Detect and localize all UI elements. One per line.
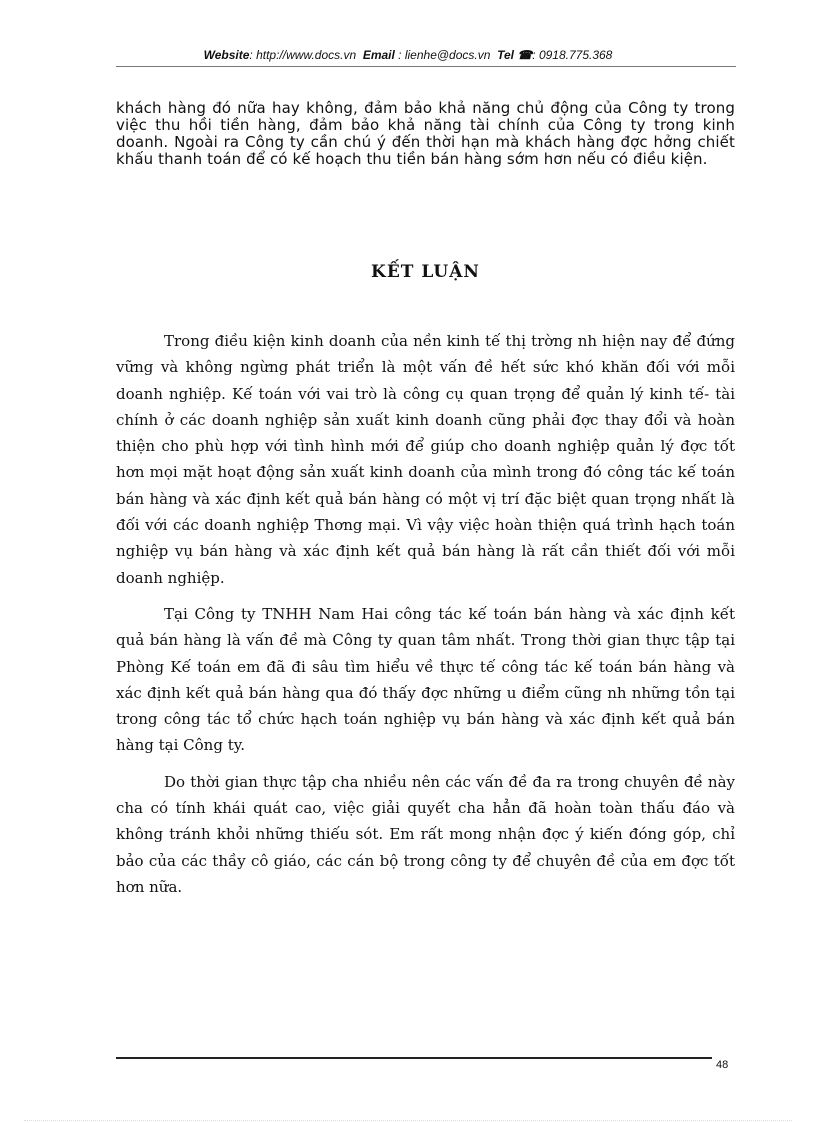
email-address[interactable]: lienhe@docs.vn [404,48,491,62]
bottom-dotted-line [24,1120,792,1121]
page-content [116,99,735,896]
website-separator: : [249,48,257,62]
conclusion-paragraph-1: Trong điều kiện kinh doanh của nền kinh tế thị trờng nh hiện nay để đứng vững và không ngừng phát triển là một vấn đề hết sức khó khăn đối với mỗi doanh nghiệp. Kế toán với vai trò là công cụ quan trọng để quản lý kinh tế- tài chính ở các doanh nghiệp sản xuất kinh doanh cũng phải đợc thay đổi và hoàn thiện cho phù hợp với tình hình mới để giúp cho doanh nghiệp quản lý đợc tốt hơn mọi mặt hoạt động sản xuất kinh doanh của mình trong đó công tác kế toán bán hàng và xác định kết quả bán hàng có một vị trí đặc biệt quan trọng nhất là đối với các doanh nghiệp Thơng mại. Vì vậy việc hoàn thiện quá trình hạch toán nghiệp vụ bán hàng và xác định kết quả bán hàng là rất cần thiết đối với mỗi doanh nghiệp. [116,332,735,587]
page-header [0,48,816,62]
conclusion-body [116,328,735,910]
conclusion-paragraph-2: Tại Công ty TNHH Nam Hai công tác kế toán bán hàng và xác định kết quả bán hàng là vấn đề mà Công ty quan tâm nhất. Trong thời gian thực tập tại Phòng Kế toán em đã đi sâu tìm hiểu về thực tế công tác kế toán bán hàng và xác định kết quả bán hàng qua đó thấy đợc những u điểm cũng nh những tồn tại trong công tác tổ chức hạch toán nghiệp vụ bán hàng và xác định kết quả bán hàng tại Công ty. [116,604,735,755]
website-url[interactable]: http://www.docs.vn [256,48,357,62]
footer-divider [116,1057,712,1059]
page-number: 48 [716,1059,729,1071]
email-separator: : [394,48,405,62]
conclusion-paragraph-3: Do thời gian thực tập cha nhiều nên các vấn đề đa ra trong chuyên đề này cha có tính khái quát cao, việc giải quyết cha hẳn đã hoàn toàn thấu đáo và không tránh khỏi những thiếu sót. Em rất mong nhận đợc ý kiến đóng góp, chỉ bảo của các thầy cô giáo, các cán bộ trong công ty để chuyên đề của em đợc tốt hơn nữa. [116,772,735,896]
tel-number: 0918.775.368 [538,48,613,62]
email-label: Email [362,48,395,62]
lead-paragraph: khách hàng đó nữa hay không, đảm bảo khả năng chủ động của Công ty trong việc thu hồi tiền hàng, đảm bảo khả năng tài chính của Công ty trong kinh doanh. Ngoài ra Công ty cần chú ý đến thời hạn mà khách hàng đợc hởng chiết khấu thanh toán để có kế hoạch thu tiền bán hàng sớm hơn nếu có điều kiện. [116,99,735,168]
section-title: KẾT LUẬN [371,262,480,282]
website-label: Website [203,48,250,62]
header-divider [116,66,736,67]
tel-separator: : [532,48,539,62]
tel-label: Tel ☎ [497,48,533,62]
